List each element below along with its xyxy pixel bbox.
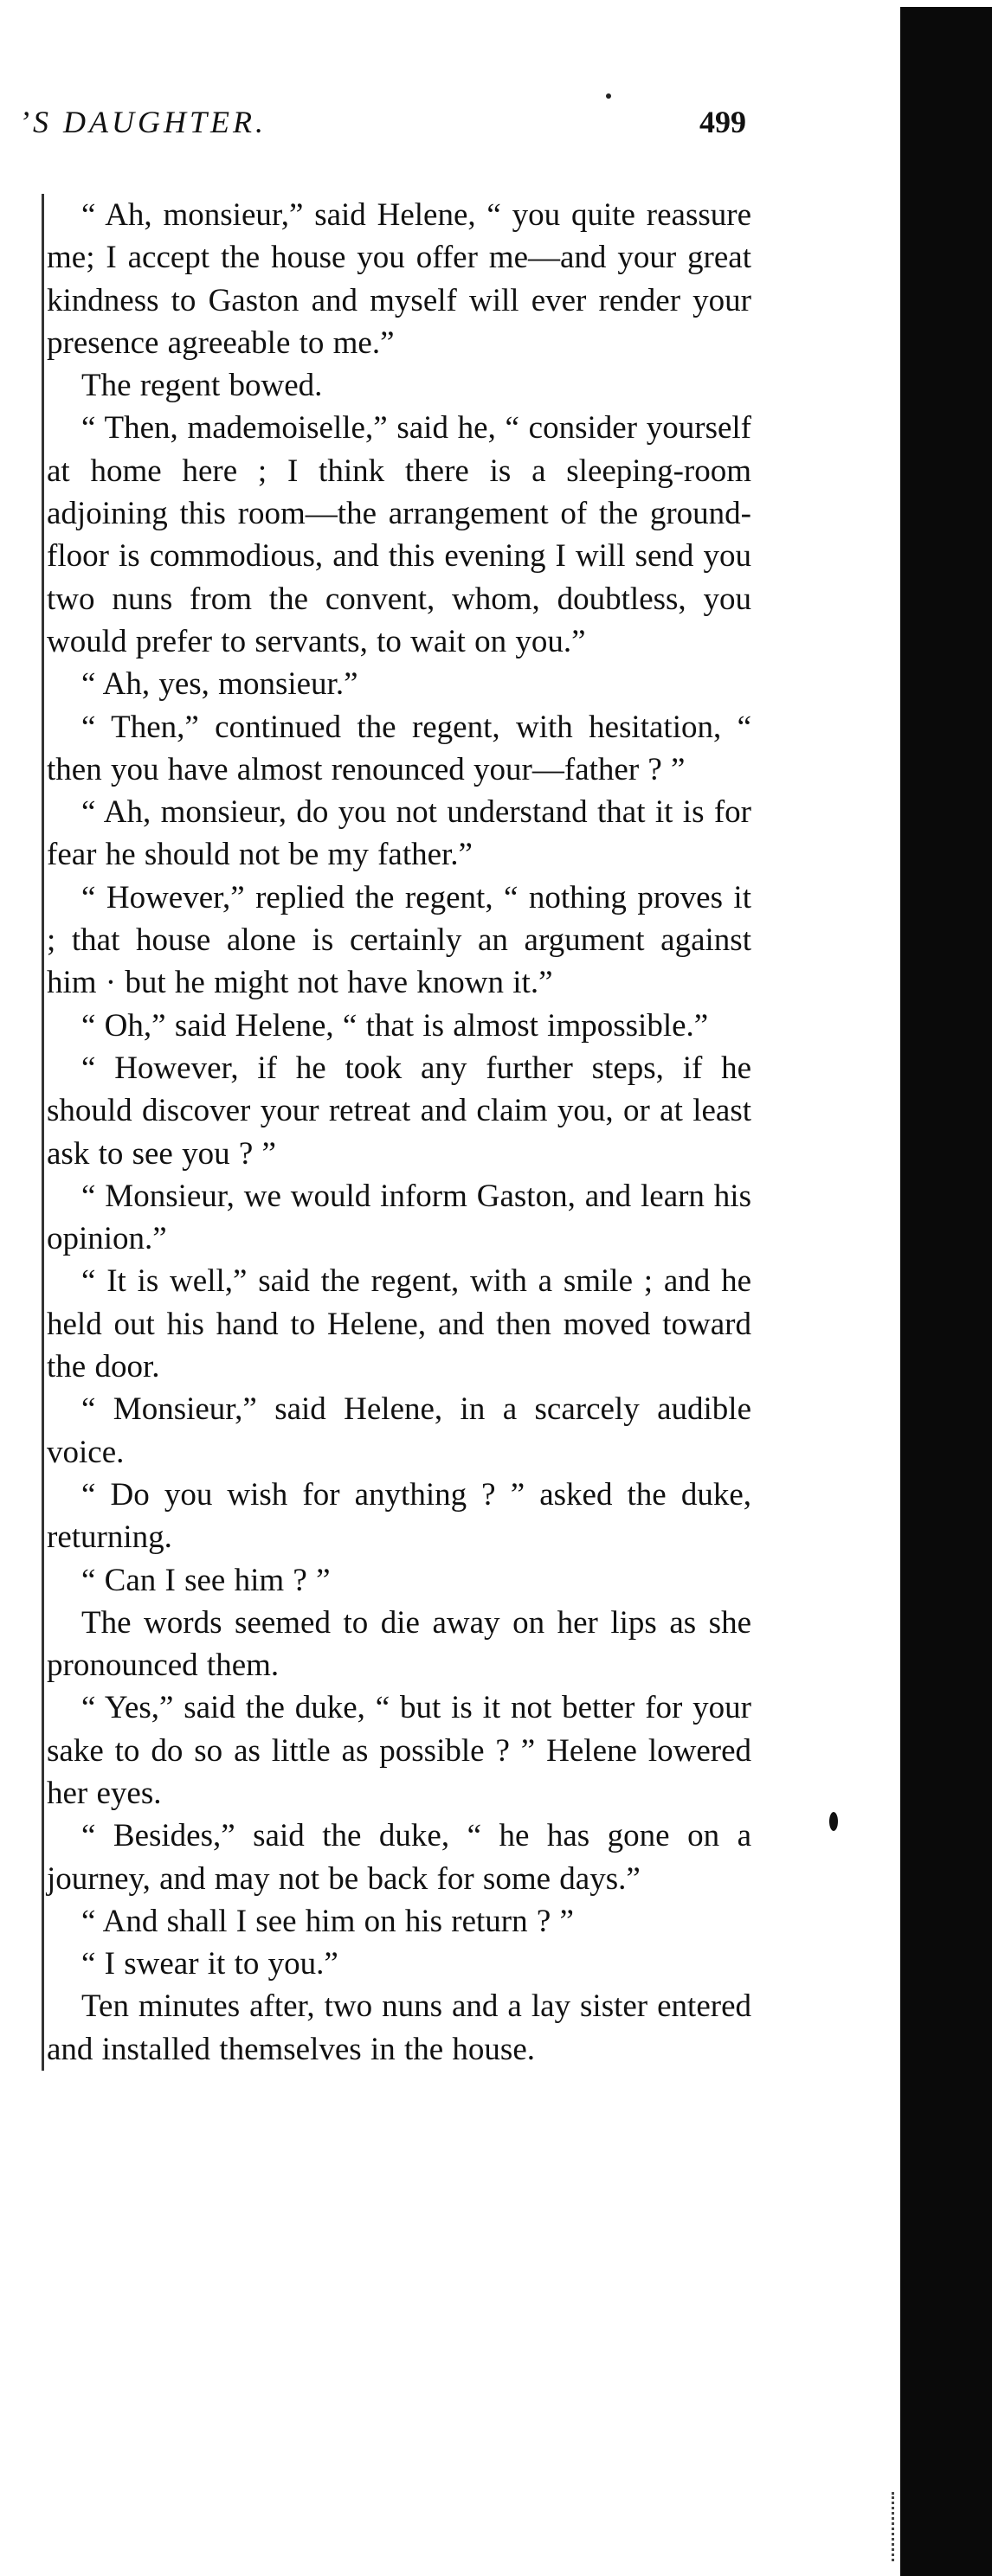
paragraph: “ However, if he took any further steps, if he should discover your retreat and claim you, or at least ask to see you ? ” [47,1050,751,1172]
paragraph: “ Ah, monsieur,” said Helene, “ you quite reassure me; I accept the house you offer me—and your great kindness to Gaston and myself will ever render your presence agreeable to me.” [47,197,751,361]
page-number: 499 [699,105,746,139]
body-text [42,194,751,2071]
paragraph: “ Yes,” said the duke, “ but is it not better for your sake to do so as little as possible ? ” Helene lowered her eyes. [47,1690,751,1811]
paragraph: The regent bowed. [81,368,323,404]
paragraph: “ Oh,” said Helene, “ that is almost impossible.” [81,1007,709,1044]
paragraph: “ Ah, yes, monsieur.” [81,666,358,703]
paragraph: “ However,” replied the regent, “ nothing proves it ; that house alone is certainly an argument against him · but he might not have known it.” [47,879,751,1001]
paragraph: “ And shall I see him on his return ? ” [81,1903,574,1939]
paragraph: Ten minutes after, two nuns and a lay sister entered and installed themselves in the house. [47,1988,751,2067]
running-title: ’S DAUGHTER. [19,105,267,139]
ink-blot [829,1812,838,1831]
paragraph: The words seemed to die away on her lips as she pronounced them. [47,1604,751,1684]
ink-dot [606,93,611,99]
paragraph: “ Monsieur,” said Helene, in a scarcely audible voice. [47,1391,751,1470]
paragraph: “ Ah, monsieur, do you not understand that it is for fear he should not be my father.” [47,794,751,873]
paragraph: “ Monsieur, we would inform Gaston, and learn his opinion.” [47,1178,751,1257]
running-head [19,104,746,149]
paragraph: “ Do you wish for anything ? ” asked the duke, returning. [47,1476,751,1556]
paragraph: “ Then, mademoiselle,” said he, “ consider yourself at home here ; I think there is a sleeping-room adjoining this room—the arrangement of the ground-floor is commodious, and this evening I will send you two nuns from the convent, whom, doubtless, you would prefer to servants, to wait on you.” [47,410,751,659]
paragraph: “ Can I see him ? ” [81,1562,331,1598]
paragraph: “ Then,” continued the regent, with hesitation, “ then you have almost renounced your—father ? ” [47,709,751,787]
paragraph: “ Besides,” said the duke, “ he has gone on a journey, and may not be back for some days.” [47,1818,751,1897]
paragraph: “ I swear it to you.” [81,1946,338,1982]
paragraph: “ It is well,” said the regent, with a smile ; and he held out his hand to Helene, and then moved toward the door. [47,1263,751,1385]
scan-edge-shadow [900,7,992,2576]
